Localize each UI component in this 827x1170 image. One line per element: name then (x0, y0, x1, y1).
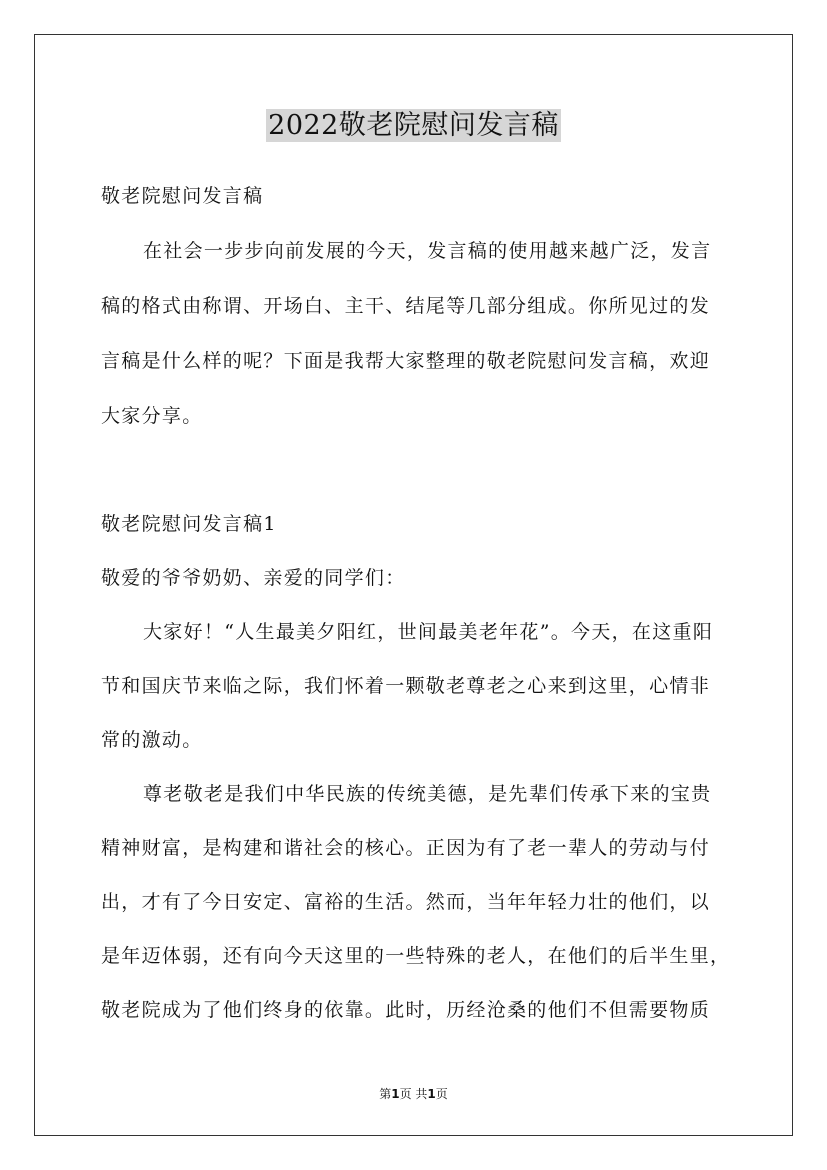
paragraph-line: 敬老院成为了他们终身的依靠。此时，历经沧桑的他们不但需要物质 (101, 999, 711, 1021)
paragraph-line: 大家分享。 (101, 405, 203, 427)
paragraph-line: 常的激动。 (101, 729, 203, 751)
footer-middle: 页 共 (399, 1087, 428, 1101)
page-footer (0, 1085, 827, 1102)
document-title (0, 103, 827, 142)
footer-total-pages: 1 (427, 1087, 436, 1101)
paragraph-line: 尊老敬老是我们中华民族的传统美德，是先辈们传承下来的宝贵 (143, 783, 712, 805)
subtitle: 敬老院慰问发言稿 (101, 185, 264, 207)
salutation: 敬爱的爷爷奶奶、亲爱的同学们： (101, 567, 406, 589)
paragraph-line: 节和国庆节来临之际，我们怀着一颗敬老尊老之心来到这里，心情非 (101, 675, 711, 697)
paragraph-line: 出，才有了今日安定、富裕的生活。然而，当年年轻力壮的他们，以 (101, 891, 711, 913)
paragraph-line: 大家好！“人生最美夕阳红，世间最美老年花”。今天，在这重阳 (143, 621, 714, 643)
paragraph-line: 言稿是什么样的呢？下面是我帮大家整理的敬老院慰问发言稿，欢迎 (101, 350, 711, 372)
footer-page-number: 1 (391, 1087, 400, 1101)
document-title-text: 2022敬老院慰问发言稿 (268, 110, 559, 141)
paragraph-line: 稿的格式由称谓、开场白、主干、结尾等几部分组成。你所见过的发 (101, 295, 711, 317)
footer-prefix: 第 (379, 1087, 392, 1101)
paragraph-line: 精神财富，是构建和谐社会的核心。正因为有了老一辈人的劳动与付 (101, 837, 711, 859)
paragraph-line: 是年迈体弱，还有向今天这里的一些特殊的老人，在他们的后半生里， (101, 945, 731, 967)
section-heading: 敬老院慰问发言稿1 (101, 513, 277, 535)
paragraph-line: 在社会一步步向前发展的今天，发言稿的使用越来越广泛，发言 (143, 240, 712, 262)
footer-suffix: 页 (435, 1087, 448, 1101)
